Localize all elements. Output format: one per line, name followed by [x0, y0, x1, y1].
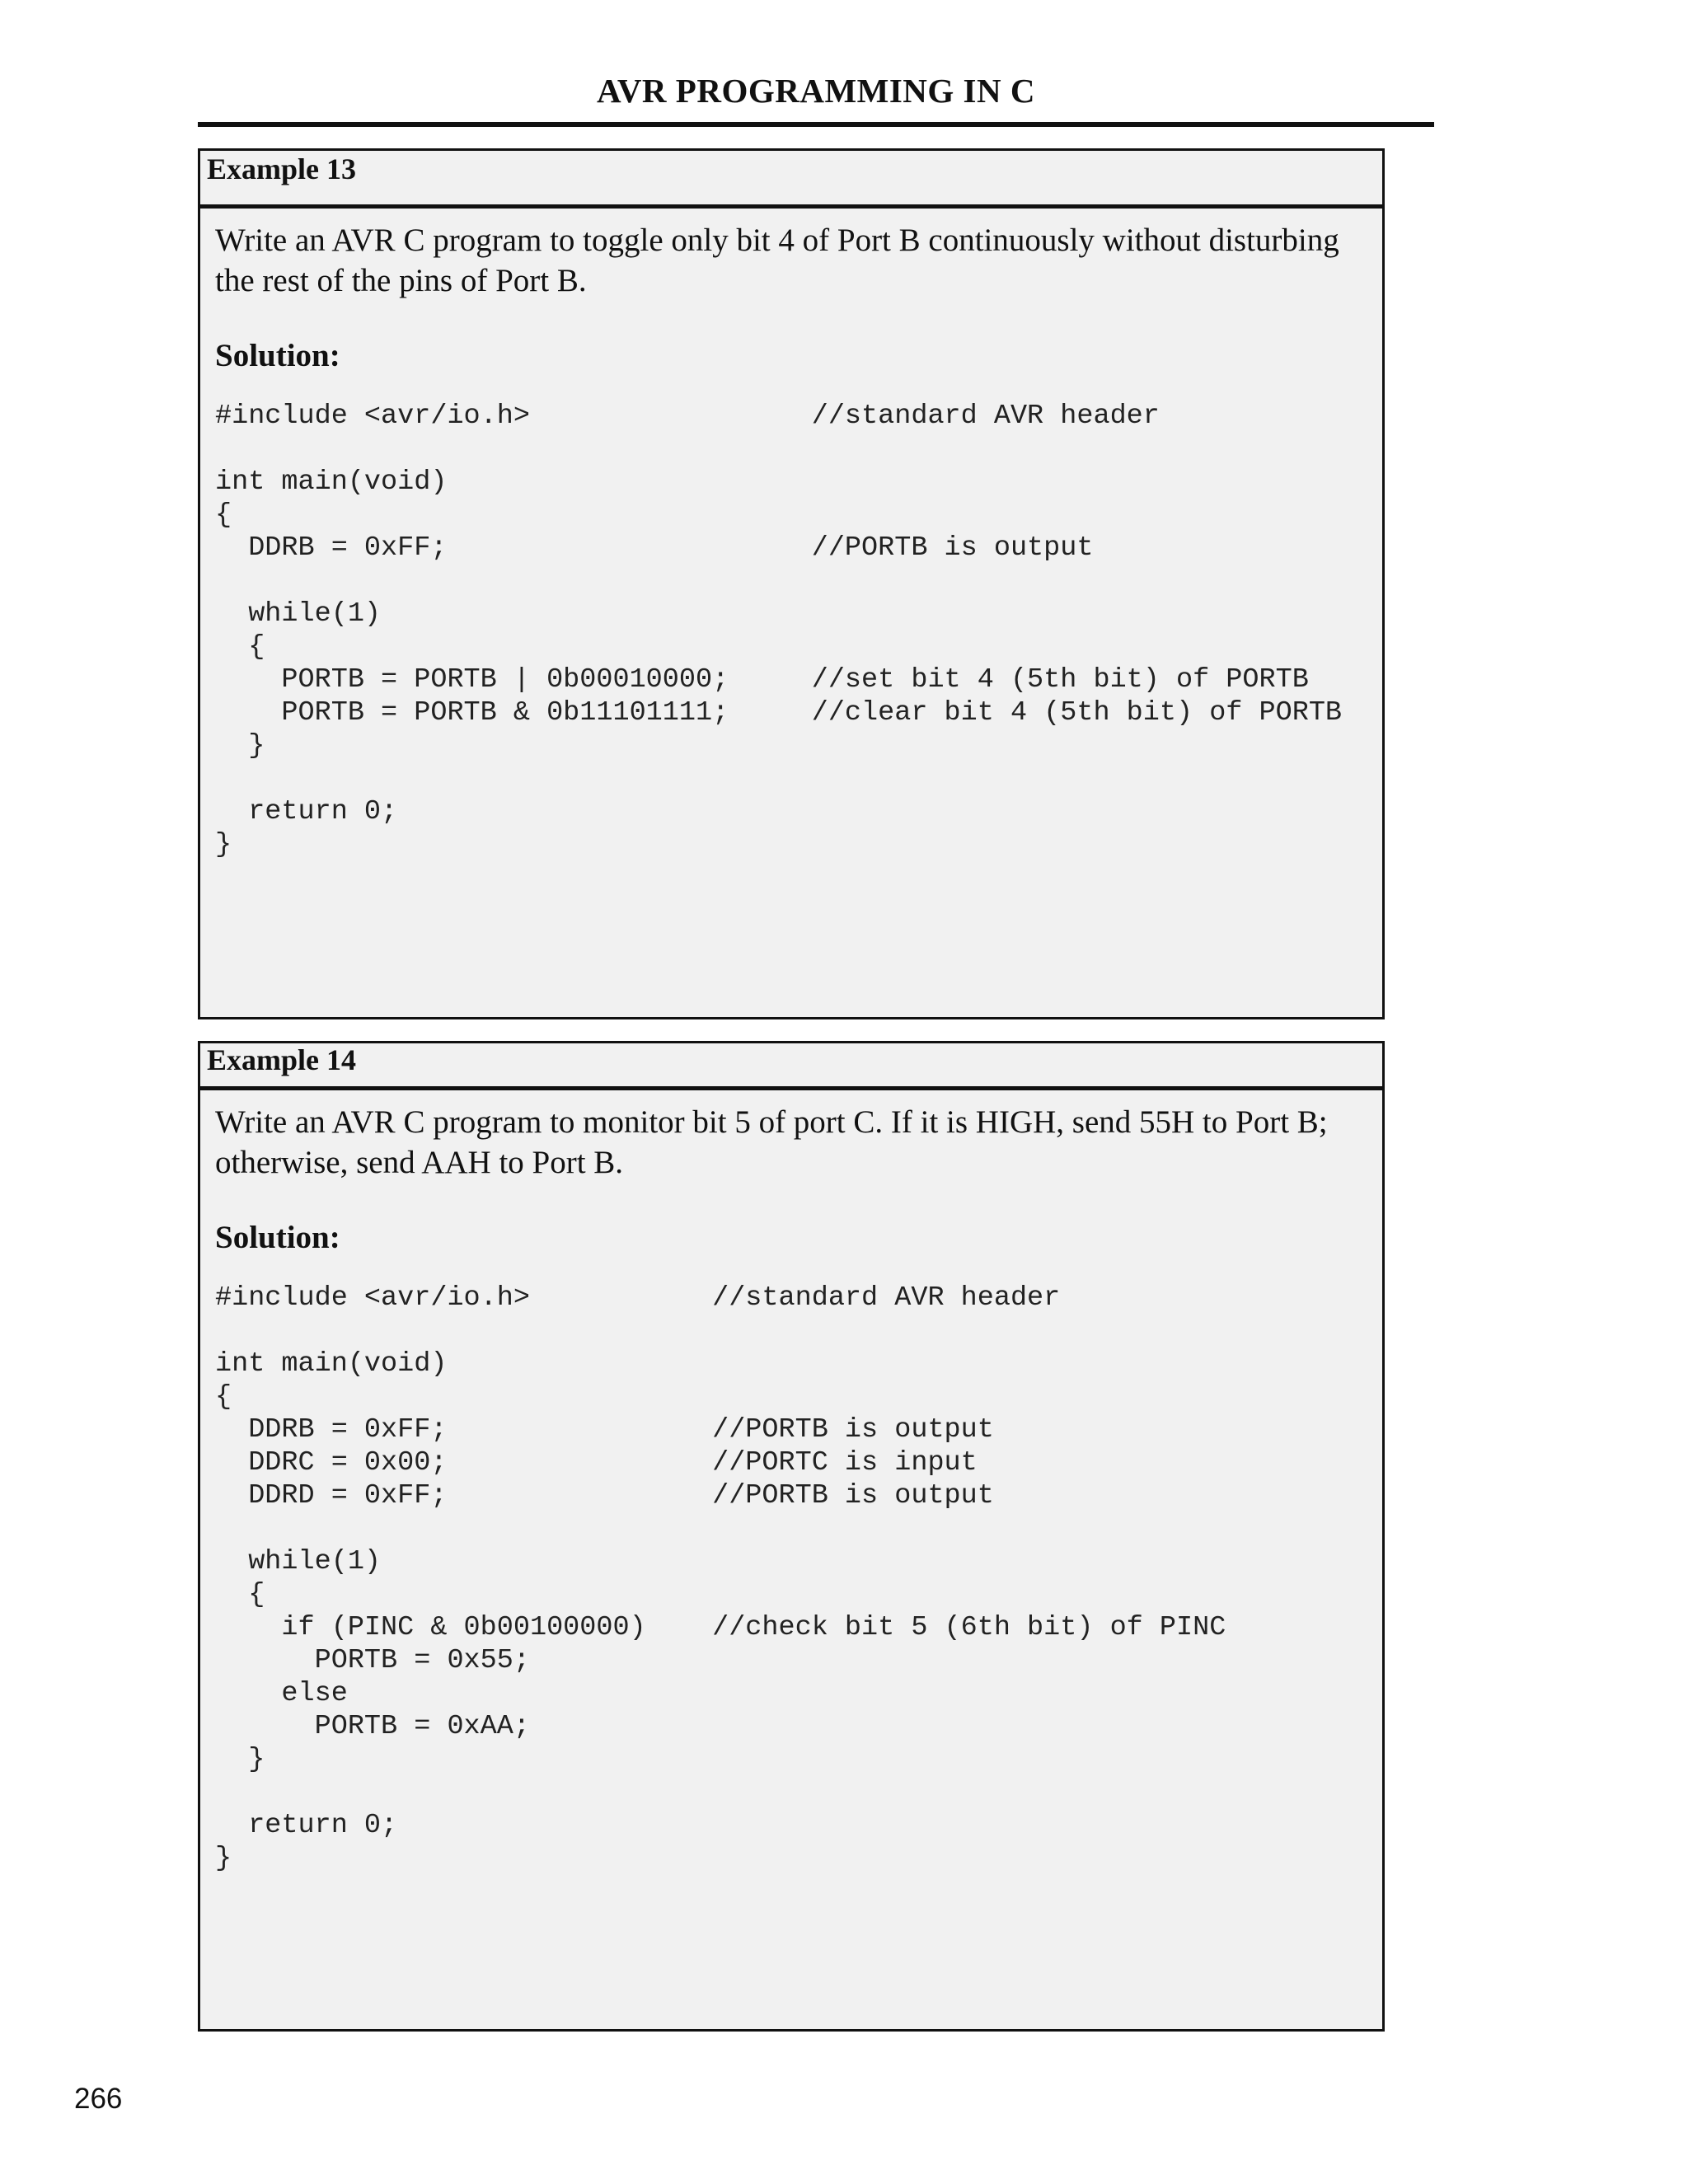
- code-line: DDRC = 0x00; //PORTC is input: [215, 1447, 978, 1479]
- code-line: [215, 433, 1382, 466]
- code-line: {: [215, 499, 232, 531]
- running-head-title: AVR PROGRAMMING IN C: [597, 72, 1035, 110]
- code-line: [215, 1776, 1382, 1809]
- code-line: PORTB = PORTB & 0b11101111; //clear bit 4 (5th bit) of PORTB: [215, 697, 1343, 729]
- code-line: [215, 1512, 1382, 1545]
- code-line: PORTB = 0xAA;: [215, 1711, 530, 1742]
- header-rule: [198, 122, 1434, 127]
- code-line: return 0;: [215, 796, 398, 827]
- example-14-box: [198, 1041, 1385, 2032]
- code-line: {: [215, 631, 265, 663]
- code-line: [215, 762, 1382, 795]
- code-line: #include <avr/io.h> //standard AVR header: [215, 401, 1160, 432]
- example-14-solution-label: Solution:: [215, 1220, 340, 1255]
- example-13-problem: Write an AVR C program to toggle only bit 4 of Port B continuously without disturbing the rest of the pins of Port B.: [215, 223, 1339, 298]
- code-line: DDRB = 0xFF; //PORTB is output: [215, 1414, 994, 1446]
- example-13-solution-label: Solution:: [215, 338, 340, 373]
- code-line: DDRB = 0xFF; //PORTB is output: [215, 532, 1094, 564]
- code-line: else: [215, 1678, 348, 1709]
- code-line: DDRD = 0xFF; //PORTB is output: [215, 1480, 994, 1511]
- code-line: {: [215, 1579, 265, 1610]
- code-line: return 0;: [215, 1810, 398, 1841]
- page-number: 266: [74, 2083, 123, 2115]
- code-line: PORTB = 0x55;: [215, 1645, 530, 1676]
- code-line: }: [215, 730, 265, 762]
- code-line: }: [215, 1744, 265, 1775]
- code-line: int main(void): [215, 1348, 448, 1380]
- code-line: if (PINC & 0b00100000) //check bit 5 (6th bit) of PINC: [215, 1612, 1226, 1643]
- example-14-code: [215, 1282, 1382, 1875]
- code-line: #include <avr/io.h> //standard AVR header: [215, 1282, 1061, 1314]
- example-13-title: Example 13: [200, 151, 1382, 209]
- code-line: [215, 1315, 1382, 1347]
- example-14-problem: Write an AVR C program to monitor bit 5 of port C. If it is HIGH, send 55H to Port B; otherwise, send AAH to Port B.: [215, 1104, 1328, 1180]
- code-line: }: [215, 829, 232, 860]
- code-line: {: [215, 1381, 232, 1413]
- example-14-title: Example 14: [200, 1043, 1382, 1090]
- code-line: }: [215, 1843, 232, 1874]
- code-line: while(1): [215, 598, 382, 630]
- code-line: PORTB = PORTB | 0b00010000; //set bit 4 (5th bit) of PORTB: [215, 664, 1309, 696]
- example-13-box: [198, 148, 1385, 1019]
- example-13-code: [215, 400, 1382, 861]
- code-line: [215, 565, 1382, 598]
- code-line: int main(void): [215, 466, 448, 498]
- code-line: while(1): [215, 1546, 382, 1577]
